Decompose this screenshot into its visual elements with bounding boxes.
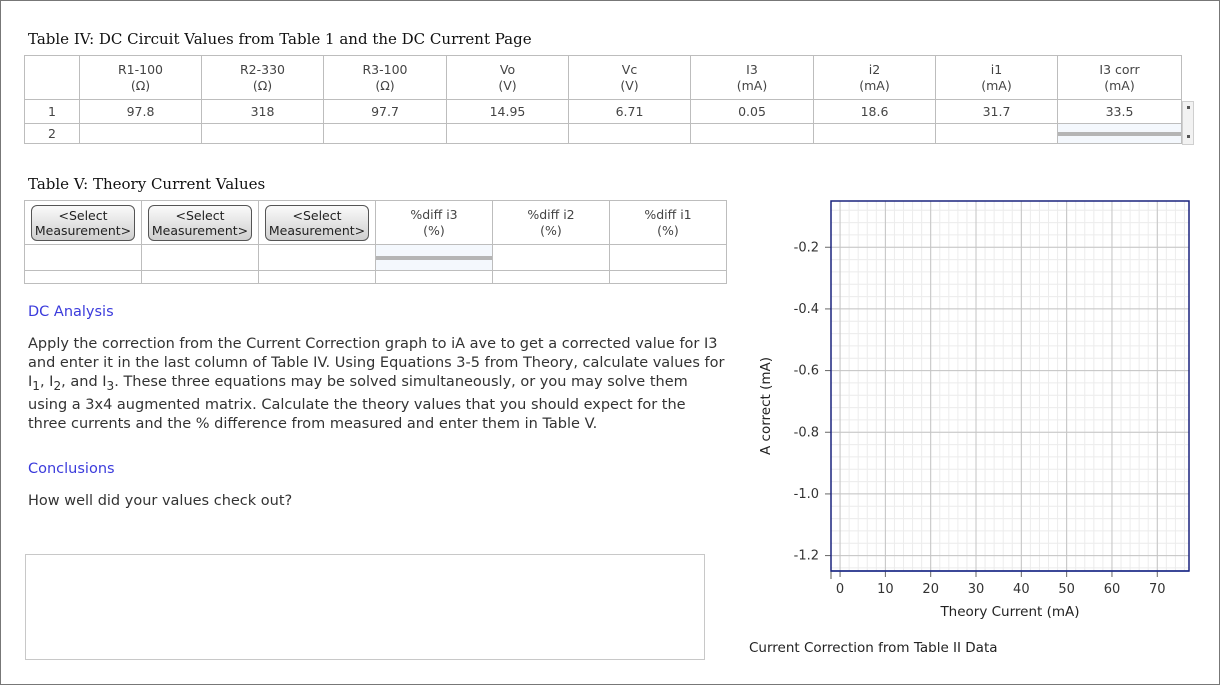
table-row <box>25 100 1182 124</box>
table-cell[interactable] <box>142 271 259 284</box>
table-cell[interactable] <box>80 124 202 144</box>
table4-title: Table IV: DC Circuit Values from Table 1 and the DC Current Page <box>28 30 532 48</box>
table-cell[interactable] <box>814 124 936 144</box>
table-cell[interactable] <box>569 124 691 144</box>
y-tick-label: -1.0 <box>793 486 819 502</box>
table4-header-r2: R2-330 (Ω) <box>202 56 324 100</box>
table-cell[interactable] <box>324 124 447 144</box>
table-cell[interactable] <box>936 124 1058 144</box>
table4-header-vo: Vo (V) <box>447 56 569 100</box>
table-cell[interactable]: 6.71 <box>569 100 691 124</box>
table4-header-i2: i2 (mA) <box>814 56 936 100</box>
select-cell <box>142 201 259 245</box>
select-measurement-button[interactable]: <Select Measurement> <box>148 205 252 241</box>
table-cell[interactable] <box>376 271 493 284</box>
x-tick-label: 0 <box>835 582 845 597</box>
table-cell[interactable] <box>493 271 610 284</box>
dc-analysis-heading[interactable]: DC Analysis <box>28 304 114 320</box>
x-tick-label: 40 <box>1013 582 1030 597</box>
current-correction-chart <box>745 195 1205 660</box>
conclusions-answer-textarea[interactable] <box>25 554 705 660</box>
x-tick-label: 10 <box>877 582 894 597</box>
table5 <box>24 200 727 284</box>
table4-header-i3corr: I3 corr (mA) <box>1058 56 1182 100</box>
table-cell[interactable] <box>25 271 142 284</box>
select-measurement-button[interactable]: <Select Measurement> <box>31 205 135 241</box>
table5-title: Table V: Theory Current Values <box>28 175 266 193</box>
table5-header-diff-i1: %diff i1 (%) <box>610 201 727 245</box>
active-cell-focus <box>1058 132 1181 136</box>
table-cell[interactable]: 18.6 <box>814 100 936 124</box>
table-cell[interactable]: 318 <box>202 100 324 124</box>
y-tick-label: -1.2 <box>793 548 819 564</box>
table4-header-row <box>25 56 1182 100</box>
active-cell-focus <box>376 256 492 260</box>
x-axis-label: Theory Current (mA) <box>940 604 1080 620</box>
table-row <box>25 124 1182 144</box>
table4-header-i1: i1 (mA) <box>936 56 1058 100</box>
x-tick-label: 60 <box>1103 582 1121 597</box>
analysis-paragraph: Apply the correction from the Current Correction graph to iA ave to get a corrected value for I3 and enter it in the last column of Table IV. Using Equations 3-5 from Theory, calculate values for $I_1$, $I_2$, and $I_3$. These three equations may be solved simultaneously, or you may solve them using a 3x4 augmented matrix. Calculate the theory values that you should expect for the three currents and the % difference from measured and enter them in Table V. <box>28 336 725 432</box>
y-tick-label: -0.4 <box>793 301 819 317</box>
table-cell[interactable] <box>259 271 376 284</box>
table5-header-diff-i3: %diff i3 (%) <box>376 201 493 245</box>
table-cell[interactable] <box>691 124 814 144</box>
y-axis-label: A correct (mA) <box>758 356 774 456</box>
active-table-cell[interactable] <box>376 245 493 271</box>
table5-header-row <box>25 201 727 245</box>
table-cell[interactable] <box>610 271 727 284</box>
table4-corner-cell <box>25 56 80 100</box>
x-tick-label: 30 <box>967 582 985 597</box>
table-cell[interactable]: 14.95 <box>447 100 569 124</box>
select-measurement-button[interactable]: <Select Measurement> <box>265 205 369 241</box>
table5-header-diff-i2: %diff i2 (%) <box>493 201 610 245</box>
table-cell[interactable]: 31.7 <box>936 100 1058 124</box>
table4-header-r1: R1-100 (Ω) <box>80 56 202 100</box>
conclusions-question: How well did your values check out? <box>28 493 293 509</box>
x-tick-label: 20 <box>922 582 939 597</box>
plot-frame <box>831 201 1189 571</box>
scroll-down-dot-icon <box>1187 135 1190 138</box>
table-cell[interactable]: 97.8 <box>80 100 202 124</box>
y-tick-label: -0.6 <box>793 363 819 379</box>
scroll-up-dot-icon <box>1187 106 1190 109</box>
select-cell <box>259 201 376 245</box>
table-cell[interactable]: 33.5 <box>1058 100 1182 124</box>
table4-header-vc: Vc (V) <box>569 56 691 100</box>
table-cell[interactable]: 97.7 <box>324 100 447 124</box>
table-cell[interactable] <box>610 245 727 271</box>
table-cell[interactable] <box>25 245 142 271</box>
y-tick-label: -0.2 <box>793 240 819 256</box>
table-cell[interactable] <box>447 124 569 144</box>
active-table-cell[interactable] <box>1058 124 1182 144</box>
select-cell <box>25 201 142 245</box>
conclusions-heading[interactable]: Conclusions <box>28 461 115 477</box>
table-row <box>25 271 727 284</box>
table-cell[interactable]: 0.05 <box>691 100 814 124</box>
table4 <box>24 55 1182 144</box>
table-cell[interactable] <box>493 245 610 271</box>
table4-scrollbar[interactable] <box>1182 101 1194 145</box>
table4-header-r3: R3-100 (Ω) <box>324 56 447 100</box>
table4-header-i3: I3 (mA) <box>691 56 814 100</box>
table-row <box>25 245 727 271</box>
x-tick-label: 50 <box>1058 582 1075 597</box>
table-cell[interactable] <box>142 245 259 271</box>
x-tick-label: 70 <box>1149 582 1166 597</box>
row-number: 2 <box>25 124 80 144</box>
chart-caption: Current Correction from Table II Data <box>749 640 998 656</box>
y-tick-label: -0.8 <box>793 425 819 441</box>
table-cell[interactable] <box>259 245 376 271</box>
row-number: 1 <box>25 100 80 124</box>
table-cell[interactable] <box>202 124 324 144</box>
